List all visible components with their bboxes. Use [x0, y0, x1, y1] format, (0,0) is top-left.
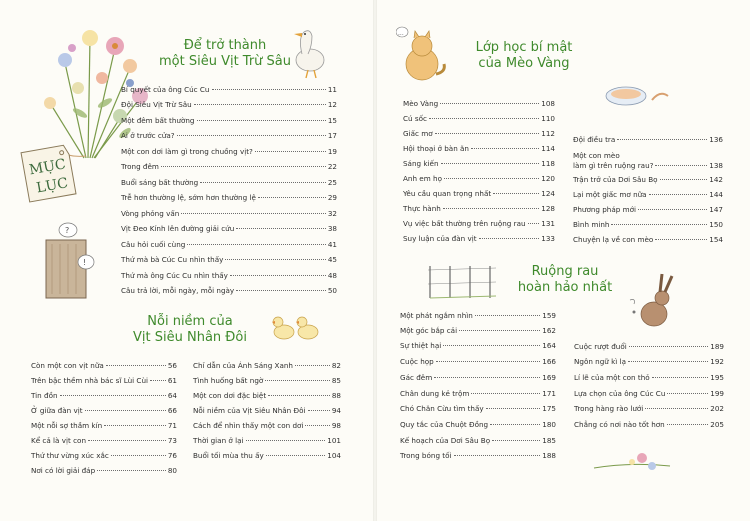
toc-entry-page: 164 — [542, 341, 556, 350]
dot-leader — [611, 224, 707, 225]
toc-entry-page: 19 — [327, 147, 337, 156]
dot-leader — [443, 345, 540, 346]
dot-leader — [187, 244, 326, 245]
cat-illustration — [396, 26, 448, 82]
toc-entry-title: Nơi có lời giải đáp — [31, 466, 96, 475]
toc-entry-page: 150 — [709, 220, 723, 229]
toc-entry-page: 82 — [331, 361, 341, 370]
svg-text:...: ... — [398, 30, 404, 37]
dot-leader — [200, 182, 326, 183]
toc-entry-page: 142 — [709, 175, 723, 184]
toc-entry[interactable] — [403, 218, 555, 230]
toc-entry-page: 101 — [327, 436, 341, 445]
toc-entry[interactable] — [400, 450, 556, 462]
dot-leader — [434, 377, 540, 378]
toc-entry[interactable] — [403, 143, 555, 155]
toc-entry-page: 94 — [331, 406, 341, 415]
tag-label-line1: MỤC — [27, 156, 67, 179]
toc-entry-page: 32 — [327, 209, 337, 218]
toc-entry[interactable] — [121, 130, 337, 142]
flower-sprig-illustration — [592, 446, 672, 476]
toc-entry-title: Chẳng có nơi nào tốt hơn — [574, 420, 665, 429]
dot-leader — [236, 290, 326, 291]
toc-entry-title: Suy luận của đàn vịt — [403, 234, 477, 243]
toc-entry[interactable] — [400, 388, 556, 400]
toc-entry-title: Đội điều tra — [573, 135, 616, 144]
toc-entry[interactable] — [403, 98, 555, 110]
toc-entry[interactable] — [31, 360, 177, 372]
dot-leader — [528, 223, 540, 224]
toc-entry-title: Anh em họ — [403, 174, 442, 183]
toc-entry-page: 175 — [542, 404, 556, 413]
toc-entry-page: 80 — [167, 466, 177, 475]
dot-leader — [479, 238, 540, 239]
toc-entry[interactable] — [121, 239, 337, 251]
toc-entry-title: Một con mèo — [573, 151, 620, 160]
dot-leader — [60, 395, 166, 396]
dot-leader — [475, 315, 540, 316]
toc-entry-page: 171 — [542, 389, 556, 398]
toc-entry[interactable] — [121, 177, 337, 189]
toc-entry-title: Một nỗi sợ thầm kín — [31, 421, 103, 430]
toc-entry[interactable] — [400, 419, 556, 431]
two-ducks-illustration — [268, 308, 324, 344]
dot-leader — [181, 213, 326, 214]
toc-entry-page: 195 — [710, 373, 724, 382]
toc-entry[interactable] — [573, 160, 723, 172]
dot-leader — [443, 208, 539, 209]
section-title-nhan-doi — [110, 314, 270, 346]
toc-entry[interactable] — [31, 390, 177, 402]
toc-entry-page: 144 — [709, 190, 723, 199]
toc-entry[interactable] — [400, 403, 556, 415]
toc-entry[interactable] — [573, 204, 723, 216]
toc-entry-page: 120 — [541, 174, 555, 183]
toc-entry[interactable] — [400, 356, 556, 368]
toc-entry[interactable] — [574, 372, 724, 384]
dot-leader — [441, 163, 540, 164]
toc-entry-title: Buổi sáng bất thường — [121, 178, 199, 187]
section-title-line: một Siêu Vịt Trừ Sâu — [158, 54, 292, 69]
dot-leader — [617, 139, 707, 140]
dot-leader — [150, 380, 166, 381]
toc-entry-title: Lựa chọn của ông Cúc Cu — [574, 389, 666, 398]
toc-entry-page: 180 — [542, 420, 556, 429]
toc-entry-title: Trận trở của Dơi Sâu Bọ — [573, 175, 658, 184]
toc-entry[interactable] — [121, 146, 337, 158]
toc-entry[interactable] — [573, 219, 723, 231]
svg-text:?: ? — [65, 226, 70, 235]
toc-entry[interactable] — [121, 223, 337, 235]
toc-entry[interactable] — [400, 435, 556, 447]
toc-entry-title: Một đêm bất thường — [121, 116, 195, 125]
toc-entry-title: Thực hành — [403, 204, 441, 213]
toc-entry-title: Một góc bắp cải — [400, 326, 458, 335]
toc-entry-page: 61 — [167, 376, 177, 385]
toc-entry-title: Giấc mơ — [403, 129, 433, 138]
toc-entry[interactable] — [121, 161, 337, 173]
dot-leader — [161, 166, 326, 167]
dot-leader — [225, 259, 325, 260]
toc-entry-title: Bí quyết của ông Cúc Cu — [121, 85, 210, 94]
toc-entry[interactable] — [403, 203, 555, 215]
dot-leader — [459, 330, 540, 331]
toc-entry-page: 136 — [709, 135, 723, 144]
toc-entry[interactable] — [121, 254, 337, 266]
toc-entry-page: 124 — [541, 189, 555, 198]
toc-entry[interactable] — [573, 189, 723, 201]
toc-entry-page: 38 — [327, 224, 337, 233]
dot-leader — [305, 425, 329, 426]
section-title-meo-vang — [444, 40, 604, 72]
toc-entry-page: 185 — [542, 436, 556, 445]
dot-leader — [236, 228, 326, 229]
dot-leader — [255, 151, 326, 152]
toc-entry-title: Lại một giấc mơ nữa — [573, 190, 647, 199]
toc-entry[interactable] — [31, 420, 177, 432]
dot-leader — [246, 440, 326, 441]
fence-illustration — [426, 264, 498, 300]
section-title-line: Lớp học bí mật — [475, 40, 573, 55]
toc-entry[interactable] — [31, 375, 177, 387]
dot-leader — [628, 361, 708, 362]
dot-leader — [88, 440, 166, 441]
toc-entry-page: 108 — [541, 99, 555, 108]
right-page — [376, 0, 750, 521]
toc-entry[interactable] — [574, 341, 724, 353]
toc-entry[interactable] — [403, 113, 555, 125]
dot-leader — [645, 408, 708, 409]
toc-entry-title: Vịt Đeo Kính lên đường giải cứu — [121, 224, 235, 233]
toc-entry-page: 128 — [541, 204, 555, 213]
section-title-line: hoàn hảo nhất — [517, 280, 613, 295]
dot-leader — [649, 194, 708, 195]
section-title-line: của Mèo Vàng — [478, 56, 570, 71]
toc-entry-title: Quy tắc của Chuột Đồng — [400, 420, 489, 429]
toc-entry-page: 17 — [327, 131, 337, 140]
toc-entry-page: 169 — [542, 373, 556, 382]
toc-entry-title: Chỉ dẫn của Ánh Sáng Xanh — [193, 361, 293, 370]
toc-entry-page: 118 — [541, 159, 555, 168]
dot-leader — [490, 424, 540, 425]
toc-entry-title: Kế hoạch của Dơi Sâu Bọ — [400, 436, 491, 445]
dot-leader — [667, 424, 709, 425]
dot-leader — [97, 470, 166, 471]
bowl-illustration — [602, 82, 674, 112]
toc-entry[interactable] — [193, 405, 341, 417]
toc-entry[interactable] — [193, 450, 341, 462]
toc-entry-page: 12 — [327, 100, 337, 109]
toc-entry-title: Kể cả là vịt con — [31, 436, 87, 445]
toc-entry-title: Một con dơi đặc biệt — [193, 391, 267, 400]
toc-entry-page: 133 — [541, 234, 555, 243]
toc-entry[interactable] — [400, 340, 556, 352]
section-title-line: Vịt Siêu Nhân Đôi — [133, 330, 247, 345]
toc-entry[interactable] — [574, 388, 724, 400]
dot-leader — [111, 455, 166, 456]
toc-entry-title: Cuộc rượt đuổi — [574, 342, 627, 351]
toc-entry-page: 76 — [167, 451, 177, 460]
toc-entry-page: 50 — [327, 286, 337, 295]
toc-entry[interactable] — [193, 435, 341, 447]
toc-entry-title: Ai ở trước cửa? — [121, 131, 175, 140]
toc-entry-page: 205 — [710, 420, 724, 429]
toc-entry-page: 110 — [541, 114, 555, 123]
toc-entry-page: 22 — [327, 162, 337, 171]
dot-leader — [655, 239, 707, 240]
dot-leader — [197, 120, 326, 121]
toc-entry-page: 199 — [710, 389, 724, 398]
toc-entry-title: Thứ thư vừng xúc xắc — [31, 451, 109, 460]
toc-entry-title: Sáng kiến — [403, 159, 439, 168]
toc-entry-page: 45 — [327, 255, 337, 264]
toc-entry-page: 71 — [167, 421, 177, 430]
toc-entry-title: Yêu cầu quan trọng nhất — [403, 189, 492, 198]
toc-entry-page: 41 — [327, 240, 337, 249]
toc-entry-page: 85 — [331, 376, 341, 385]
toc-entry-page: 138 — [709, 161, 723, 170]
dot-leader — [194, 104, 326, 105]
toc-entry-title: Chó Chăn Cừu tìm thấy — [400, 404, 484, 413]
toc-entry-page: 104 — [327, 451, 341, 460]
toc-entry-title: Lí lẽ của một con thỏ — [574, 373, 650, 382]
toc-entry[interactable] — [31, 465, 177, 477]
toc-entry[interactable] — [403, 188, 555, 200]
toc-entry-page: 147 — [709, 205, 723, 214]
toc-entry-title: Còn một con vịt nữa — [31, 361, 104, 370]
dot-leader — [429, 118, 539, 119]
section-title-ruong-rau — [500, 264, 630, 296]
toc-entry[interactable] — [400, 372, 556, 384]
dot-leader — [265, 380, 330, 381]
dot-leader — [266, 455, 326, 456]
toc-entry-title: Thứ mà bà Cúc Cu nhìn thấy — [121, 255, 224, 264]
rabbit-illustration — [624, 270, 680, 332]
dot-leader — [629, 346, 709, 347]
toc-entry-title: Hội thoại ở bàn ăn — [403, 144, 469, 153]
toc-entry-title: Trễ hơn thường lệ, sớm hơn thường lệ — [121, 193, 256, 202]
toc-entry-title: Mèo Vàng — [403, 99, 439, 108]
dot-leader — [486, 408, 541, 409]
dot-leader — [444, 178, 539, 179]
toc-entry-title: Vụ việc bất thường trên ruộng rau — [403, 219, 526, 228]
toc-entry[interactable] — [573, 234, 723, 246]
dot-leader — [258, 197, 326, 198]
toc-entry-page: 56 — [167, 361, 177, 370]
svg-text:!: ! — [83, 258, 87, 267]
toc-entry[interactable] — [574, 403, 724, 415]
toc-entry[interactable] — [403, 128, 555, 140]
tag-label-line2: LỤC — [35, 175, 70, 197]
toc-entry[interactable] — [121, 270, 337, 282]
dot-leader — [436, 361, 541, 362]
toc-entry-title: Ở giữa đàn vịt — [31, 406, 83, 415]
dot-leader — [454, 455, 541, 456]
toc-entry-title: Vòng phỏng vấn — [121, 209, 180, 218]
toc-entry[interactable] — [121, 84, 337, 96]
dot-leader — [104, 425, 166, 426]
dot-leader — [268, 395, 330, 396]
toc-entry[interactable] — [400, 310, 556, 322]
toc-entry[interactable] — [403, 158, 555, 170]
toc-entry-page: 29 — [327, 193, 337, 202]
toc-entry-title: làm gì trên ruộng rau? — [573, 161, 654, 170]
dot-leader — [638, 209, 707, 210]
toc-entry[interactable] — [31, 435, 177, 447]
dot-leader — [667, 393, 708, 394]
toc-entry-title: Trên bậc thềm nhà bác sĩ Lùi Cùi — [31, 376, 148, 385]
dot-leader — [440, 103, 539, 104]
toc-entry-title: Cuộc họp — [400, 357, 434, 366]
toc-entry-page: 73 — [167, 436, 177, 445]
toc-entry-page: 88 — [331, 391, 341, 400]
toc-entry[interactable] — [121, 208, 337, 220]
toc-entry-title: Gác đêm — [400, 373, 433, 382]
toc-entry-page: 66 — [167, 406, 177, 415]
section-title-line: Ruộng rau — [531, 264, 599, 279]
toc-entry-page: 64 — [167, 391, 177, 400]
toc-entry-title: Phương pháp mới — [573, 205, 637, 214]
toc-entry-title: Tin đồn — [31, 391, 58, 400]
toc-entry-title: Một phát ngắm nhìn — [400, 311, 473, 320]
toc-entry-page: 154 — [709, 235, 723, 244]
toc-entry-page: 48 — [327, 271, 337, 280]
toc-entry[interactable] — [574, 356, 724, 368]
toc-entry-page: 15 — [327, 116, 337, 125]
toc-entry-title: Chân dung kẻ trộm — [400, 389, 470, 398]
toc-entry-title: Chuyện lạ về con mèo — [573, 235, 654, 244]
dot-leader — [106, 365, 166, 366]
toc-entry-page: 202 — [710, 404, 724, 413]
toc-entry-page: 166 — [542, 357, 556, 366]
door-illustration — [38, 222, 100, 300]
toc-entry[interactable] — [193, 390, 341, 402]
toc-entry[interactable] — [121, 285, 337, 297]
toc-entry-title: Câu hỏi cuối cùng — [121, 240, 186, 249]
toc-entry-title: Câu trả lời, mỗi ngày, mỗi ngày — [121, 286, 235, 295]
toc-entry[interactable] — [573, 174, 723, 186]
dot-leader — [660, 179, 708, 180]
toc-entry-page: 112 — [541, 129, 555, 138]
toc-entry[interactable] — [121, 192, 337, 204]
dot-leader — [212, 89, 326, 90]
toc-entry-title: Một con dơi làm gì trong chuồng vịt? — [121, 147, 253, 156]
dot-leader — [493, 193, 539, 194]
toc-entry-page: 131 — [541, 219, 555, 228]
dot-leader — [435, 133, 540, 134]
toc-entry-title: Sự thiệt hại — [400, 341, 442, 350]
left-page — [0, 0, 374, 521]
toc-entry-title: Trong đêm — [121, 162, 159, 171]
toc-entry-title: Thứ mà ông Cúc Cu nhìn thấy — [121, 271, 228, 280]
toc-entry-title: Nỗi niềm của Vịt Siêu Nhân Đôi — [193, 406, 306, 415]
toc-entry-page: 114 — [541, 144, 555, 153]
toc-entry-page: 11 — [327, 85, 337, 94]
toc-entry-page: 159 — [542, 311, 556, 320]
dot-leader — [492, 440, 540, 441]
toc-entry[interactable] — [121, 115, 337, 127]
dot-leader — [652, 377, 709, 378]
toc-entry-page: 192 — [710, 357, 724, 366]
toc-entry-title: Cách để nhìn thấy một con dơi — [193, 421, 304, 430]
toc-entry-page: 188 — [542, 451, 556, 460]
dot-leader — [471, 148, 539, 149]
toc-entry[interactable] — [193, 360, 341, 372]
dot-leader — [230, 275, 326, 276]
toc-entry[interactable] — [573, 134, 723, 146]
section-title-line: Nỗi niềm của — [147, 314, 233, 329]
toc-entry-title: Trong hàng rào lưới — [574, 404, 644, 413]
toc-entry[interactable] — [31, 450, 177, 462]
toc-entry-page: 25 — [327, 178, 337, 187]
section-title-line: Để trở thành — [183, 38, 267, 53]
dot-leader — [295, 365, 330, 366]
toc-entry[interactable] — [403, 233, 555, 245]
toc-entry-title: Bình minh — [573, 220, 610, 229]
toc-entry-page: 98 — [331, 421, 341, 430]
toc-entry[interactable] — [31, 405, 177, 417]
dot-leader — [308, 410, 330, 411]
toc-entry[interactable] — [193, 420, 341, 432]
dot-leader — [471, 393, 540, 394]
dot-leader — [177, 135, 326, 136]
toc-entry-title: Cú sốc — [403, 114, 427, 123]
section-title-sieu-vit — [150, 38, 300, 70]
toc-entry[interactable] — [193, 375, 341, 387]
toc-entry-title: Buổi tối mùa thu ấy — [193, 451, 264, 460]
toc-entry-title: Thời gian ở lại — [193, 436, 244, 445]
dot-leader — [85, 410, 166, 411]
toc-entry-page: 189 — [710, 342, 724, 351]
toc-entry-title: Đội Siêu Vịt Trừ Sâu — [121, 100, 192, 109]
toc-entry-title: Ngôn ngữ kì lạ — [574, 357, 626, 366]
toc-entry-title: Trong bóng tối — [400, 451, 452, 460]
toc-entry-page: 162 — [542, 326, 556, 335]
toc-entry[interactable] — [121, 99, 337, 111]
toc-entry[interactable] — [400, 325, 556, 337]
dot-leader — [655, 165, 707, 166]
toc-entry-title: Tình huống bất ngờ — [193, 376, 264, 385]
toc-entry[interactable] — [403, 173, 555, 185]
toc-entry[interactable] — [574, 419, 724, 431]
